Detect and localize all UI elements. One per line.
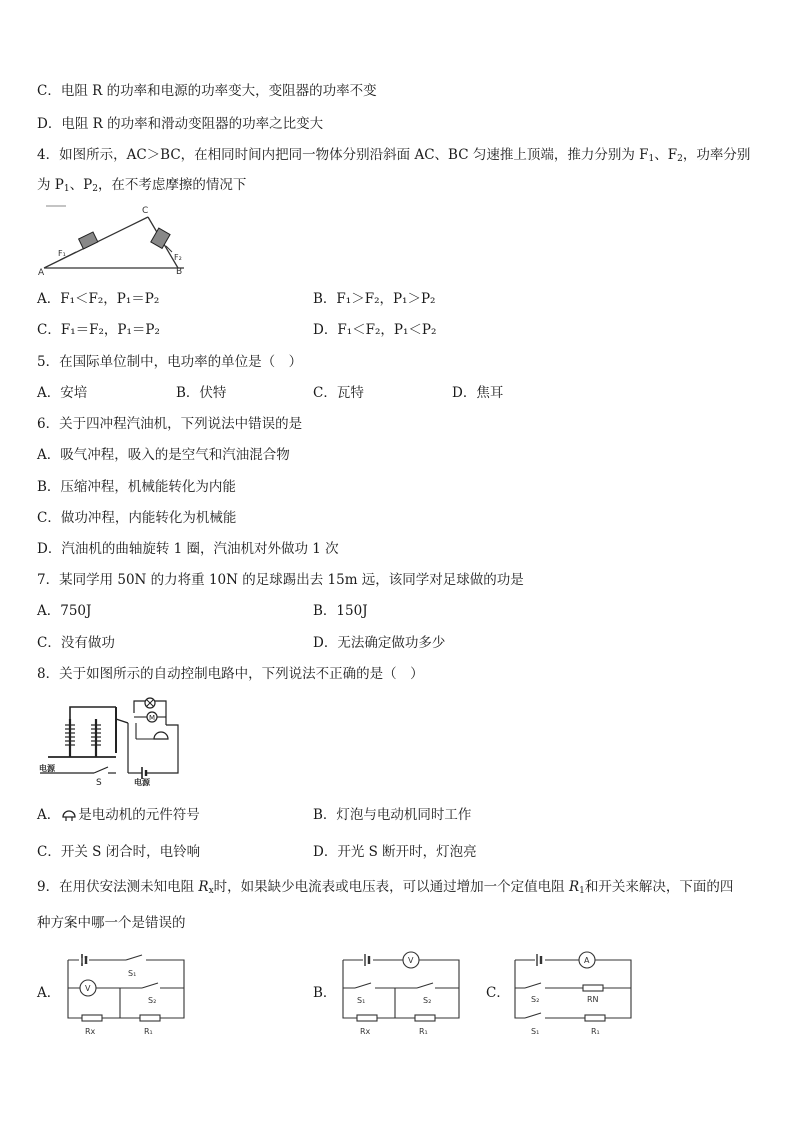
q9b-resistor-r1 <box>415 1015 435 1021</box>
q4-option-c: C．F₁＝F₂，P₁＝P₂ <box>37 322 160 338</box>
q9c-label-rn: RN <box>587 995 599 1004</box>
q9-stem-line1: 9．在用伏安法测未知电阻 $R_x$时，如果缺少电流表或电压表，可以通过增加一个定值电阻 $R_1$和开关来解决，下面的四 <box>37 879 734 896</box>
q8-contact <box>116 719 128 723</box>
q9c-resistor-r1 <box>585 1015 605 1021</box>
q5-option-d: D．焦耳 <box>452 385 504 401</box>
q8-option-b: B．灯泡与电动机同时工作 <box>313 807 472 823</box>
q4-stem-line1: 4．如图所示，AC＞BC，在相同时间内把同一物体分别沿斜面 AC、BC 匀速推上顶端，推力分别为 $F_1$、$F_2$，功率分别 <box>37 147 751 164</box>
q9b-resistor-rx <box>357 1015 377 1021</box>
q9b-label-rx: Rx <box>360 1027 371 1036</box>
q8-label-source-left: 电源 <box>39 764 55 773</box>
q5-option-a: A．安培 <box>37 385 88 401</box>
q8-option-a: A． 是电动机的元件符号 <box>37 807 200 823</box>
q6-option-b: B．压缩冲程，机械能转化为内能 <box>37 479 236 495</box>
q7-stem: 7．某同学用 50N 的力将重 10N 的足球踢出去 15m 远，该同学对足球做的功是 <box>37 572 524 588</box>
svg-text:M: M <box>149 714 156 722</box>
q9-circuit-b <box>333 946 463 1038</box>
q6-stem: 6．关于四冲程汽油机，下列说法中错误的是 <box>37 416 303 432</box>
q9c-label-r1: R₁ <box>591 1027 600 1036</box>
q5-stem: 5．在国际单位制中，电功率的单位是（ ） <box>37 354 303 370</box>
q4-label-f2: F₂ <box>174 253 182 262</box>
q6-option-d: D．汽油机的曲轴旋转 1 圈，汽油机对外做功 1 次 <box>37 541 339 557</box>
q9c-label-s2: S₂ <box>531 995 540 1004</box>
q9-option-b-label: B． <box>313 985 337 1001</box>
q9c-label-s1: S₁ <box>531 1027 540 1036</box>
q8-circuit-figure <box>38 695 188 787</box>
q4-label-c: C <box>142 206 149 216</box>
q9b-label-r1: R₁ <box>419 1027 428 1036</box>
q9a-meter-label: V <box>85 984 91 993</box>
q7-option-d: D．无法确定做功多少 <box>313 635 446 651</box>
q9a-label-r1: R₁ <box>144 1027 153 1036</box>
q8-wire <box>70 707 116 719</box>
q4-label-f1: F₁ <box>58 249 66 258</box>
q8-option-d: D．开光 S 断开时，灯泡亮 <box>313 844 477 860</box>
q3-option-c: C．电阻 R 的功率和电源的功率变大，变阻器的功率不变 <box>37 83 377 99</box>
q4-stem-line2: 为 $P_1$、$P_2$，在不考虑摩擦的情况下 <box>37 177 247 194</box>
q3-option-d: D．电阻 R 的功率和滑动变阻器的功率之比变大 <box>37 116 324 132</box>
q4-block-ac <box>79 232 98 249</box>
q9-circuit-c <box>505 946 635 1038</box>
q5-option-b: B．伏特 <box>176 385 227 401</box>
q8-option-c: C．开关 S 闭合时，电铃响 <box>37 844 201 860</box>
q9-option-a-label: A． <box>37 985 61 1001</box>
q9a-resistor-r1 <box>140 1015 160 1021</box>
q9b-label-s2: S₂ <box>423 996 432 1005</box>
q9c-resistor-rn <box>583 985 603 991</box>
q8-bell-symbol-icon <box>60 807 78 821</box>
q5-option-c: C．瓦特 <box>313 385 364 401</box>
q8-stem: 8．关于如图所示的自动控制电路中，下列说法不正确的是（ ） <box>37 666 424 682</box>
q4-label-a: A <box>38 268 45 278</box>
q7-option-b: B．150J <box>313 603 368 619</box>
q9c-meter-label: A <box>584 956 590 965</box>
q4-incline-figure <box>36 202 196 278</box>
q9b-label-s1: S₁ <box>357 996 366 1005</box>
q8-switch-s <box>94 767 108 773</box>
q9-stem-line2: 种方案中哪一个是错误的 <box>37 915 186 931</box>
q4-option-d: D．F₁＜F₂，P₁＜P₂ <box>313 322 437 338</box>
q4-label-b: B <box>176 267 183 277</box>
q8-label-s: S <box>96 778 102 787</box>
q8-label-source-right: 电源 <box>134 778 150 787</box>
q9a-label-rx: Rx <box>85 1027 96 1036</box>
q4-block-bc <box>151 228 170 248</box>
q7-option-a: A．750J <box>37 603 92 619</box>
q9a-resistor-rx <box>82 1015 102 1021</box>
q9a-label-s1: S₁ <box>128 969 137 978</box>
q6-option-a: A．吸气冲程，吸入的是空气和汽油混合物 <box>37 447 290 463</box>
q4-option-b: B．F₁＞F₂，P₁＞P₂ <box>313 291 436 307</box>
q6-option-c: C．做功冲程，内能转化为机械能 <box>37 510 237 526</box>
q9-circuit-a <box>58 946 188 1038</box>
q8-bell-icon <box>154 732 168 739</box>
q9b-meter-label: V <box>408 956 414 965</box>
q9a-label-s2: S₂ <box>148 996 157 1005</box>
q7-option-c: C．没有做功 <box>37 635 115 651</box>
q9-option-c-label: C． <box>486 985 510 1001</box>
q4-option-a: A．F₁＜F₂，P₁＝P₂ <box>37 291 160 307</box>
